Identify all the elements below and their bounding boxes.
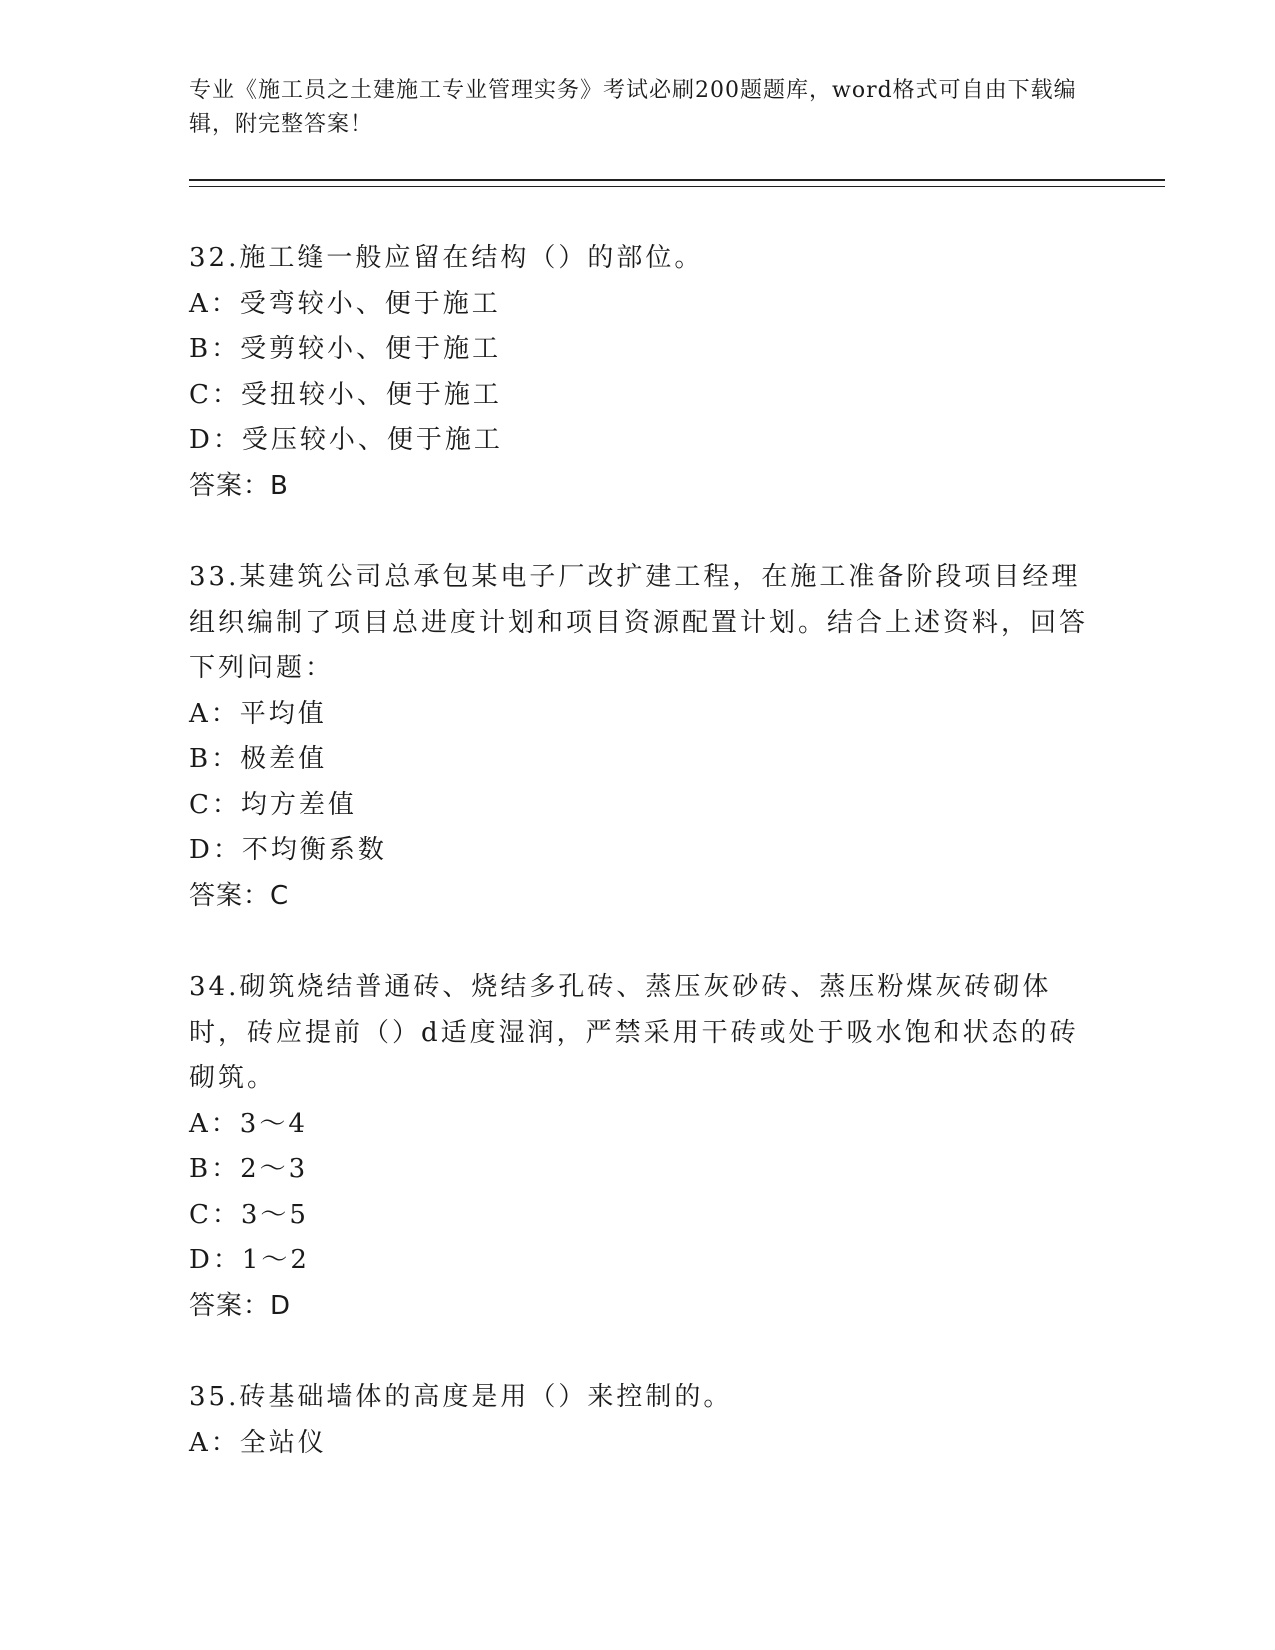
question-32 xyxy=(189,236,1089,509)
question-stem: 34.砌筑烧结普通砖、烧结多孔砖、蒸压灰砂砖、蒸压粉煤灰砖砌体时，砖应提前（）d适度湿润，严禁采用干砖或处于吸水饱和状态的砖砌筑。 xyxy=(189,972,1079,1093)
answer: 答案：C xyxy=(189,880,290,911)
answer: 答案：B xyxy=(189,470,289,501)
option-c: C：均方差值 xyxy=(189,789,357,820)
header-divider xyxy=(189,179,1165,187)
option-a: A：平均值 xyxy=(189,698,327,729)
question-33 xyxy=(189,555,1089,919)
option-b: B：极差值 xyxy=(189,744,328,774)
option-c: C：3～5 xyxy=(189,1199,309,1230)
option-d: D：1～2 xyxy=(189,1245,310,1275)
answer: 答案：D xyxy=(189,1290,292,1321)
question-34 xyxy=(189,965,1089,1329)
question-list xyxy=(189,236,1089,1512)
option-b: B：2～3 xyxy=(189,1154,309,1184)
document-header: 专业《施工员之土建施工专业管理实务》考试必刷200题题库，word格式可自由下载编辑，附完整答案！ xyxy=(189,78,1077,137)
option-d: D：不均衡系数 xyxy=(189,835,387,865)
option-d: D：受压较小、便于施工 xyxy=(189,425,503,455)
question-stem: 32.施工缝一般应留在结构（）的部位。 xyxy=(189,243,704,273)
question-35 xyxy=(189,1375,1089,1466)
option-b: B：受剪较小、便于施工 xyxy=(189,334,502,364)
option-a: A：受弯较小、便于施工 xyxy=(189,288,501,319)
option-c: C：受扭较小、便于施工 xyxy=(189,379,502,410)
question-stem: 35.砖基础墙体的高度是用（）来控制的。 xyxy=(189,1382,733,1412)
option-a: A：全站仪 xyxy=(189,1427,327,1458)
option-a: A：3～4 xyxy=(189,1108,308,1139)
question-stem: 33.某建筑公司总承包某电子厂改扩建工程，在施工准备阶段项目经理组织编制了项目总进度计划和项目资源配置计划。结合上述资料，回答下列问题： xyxy=(189,562,1089,683)
